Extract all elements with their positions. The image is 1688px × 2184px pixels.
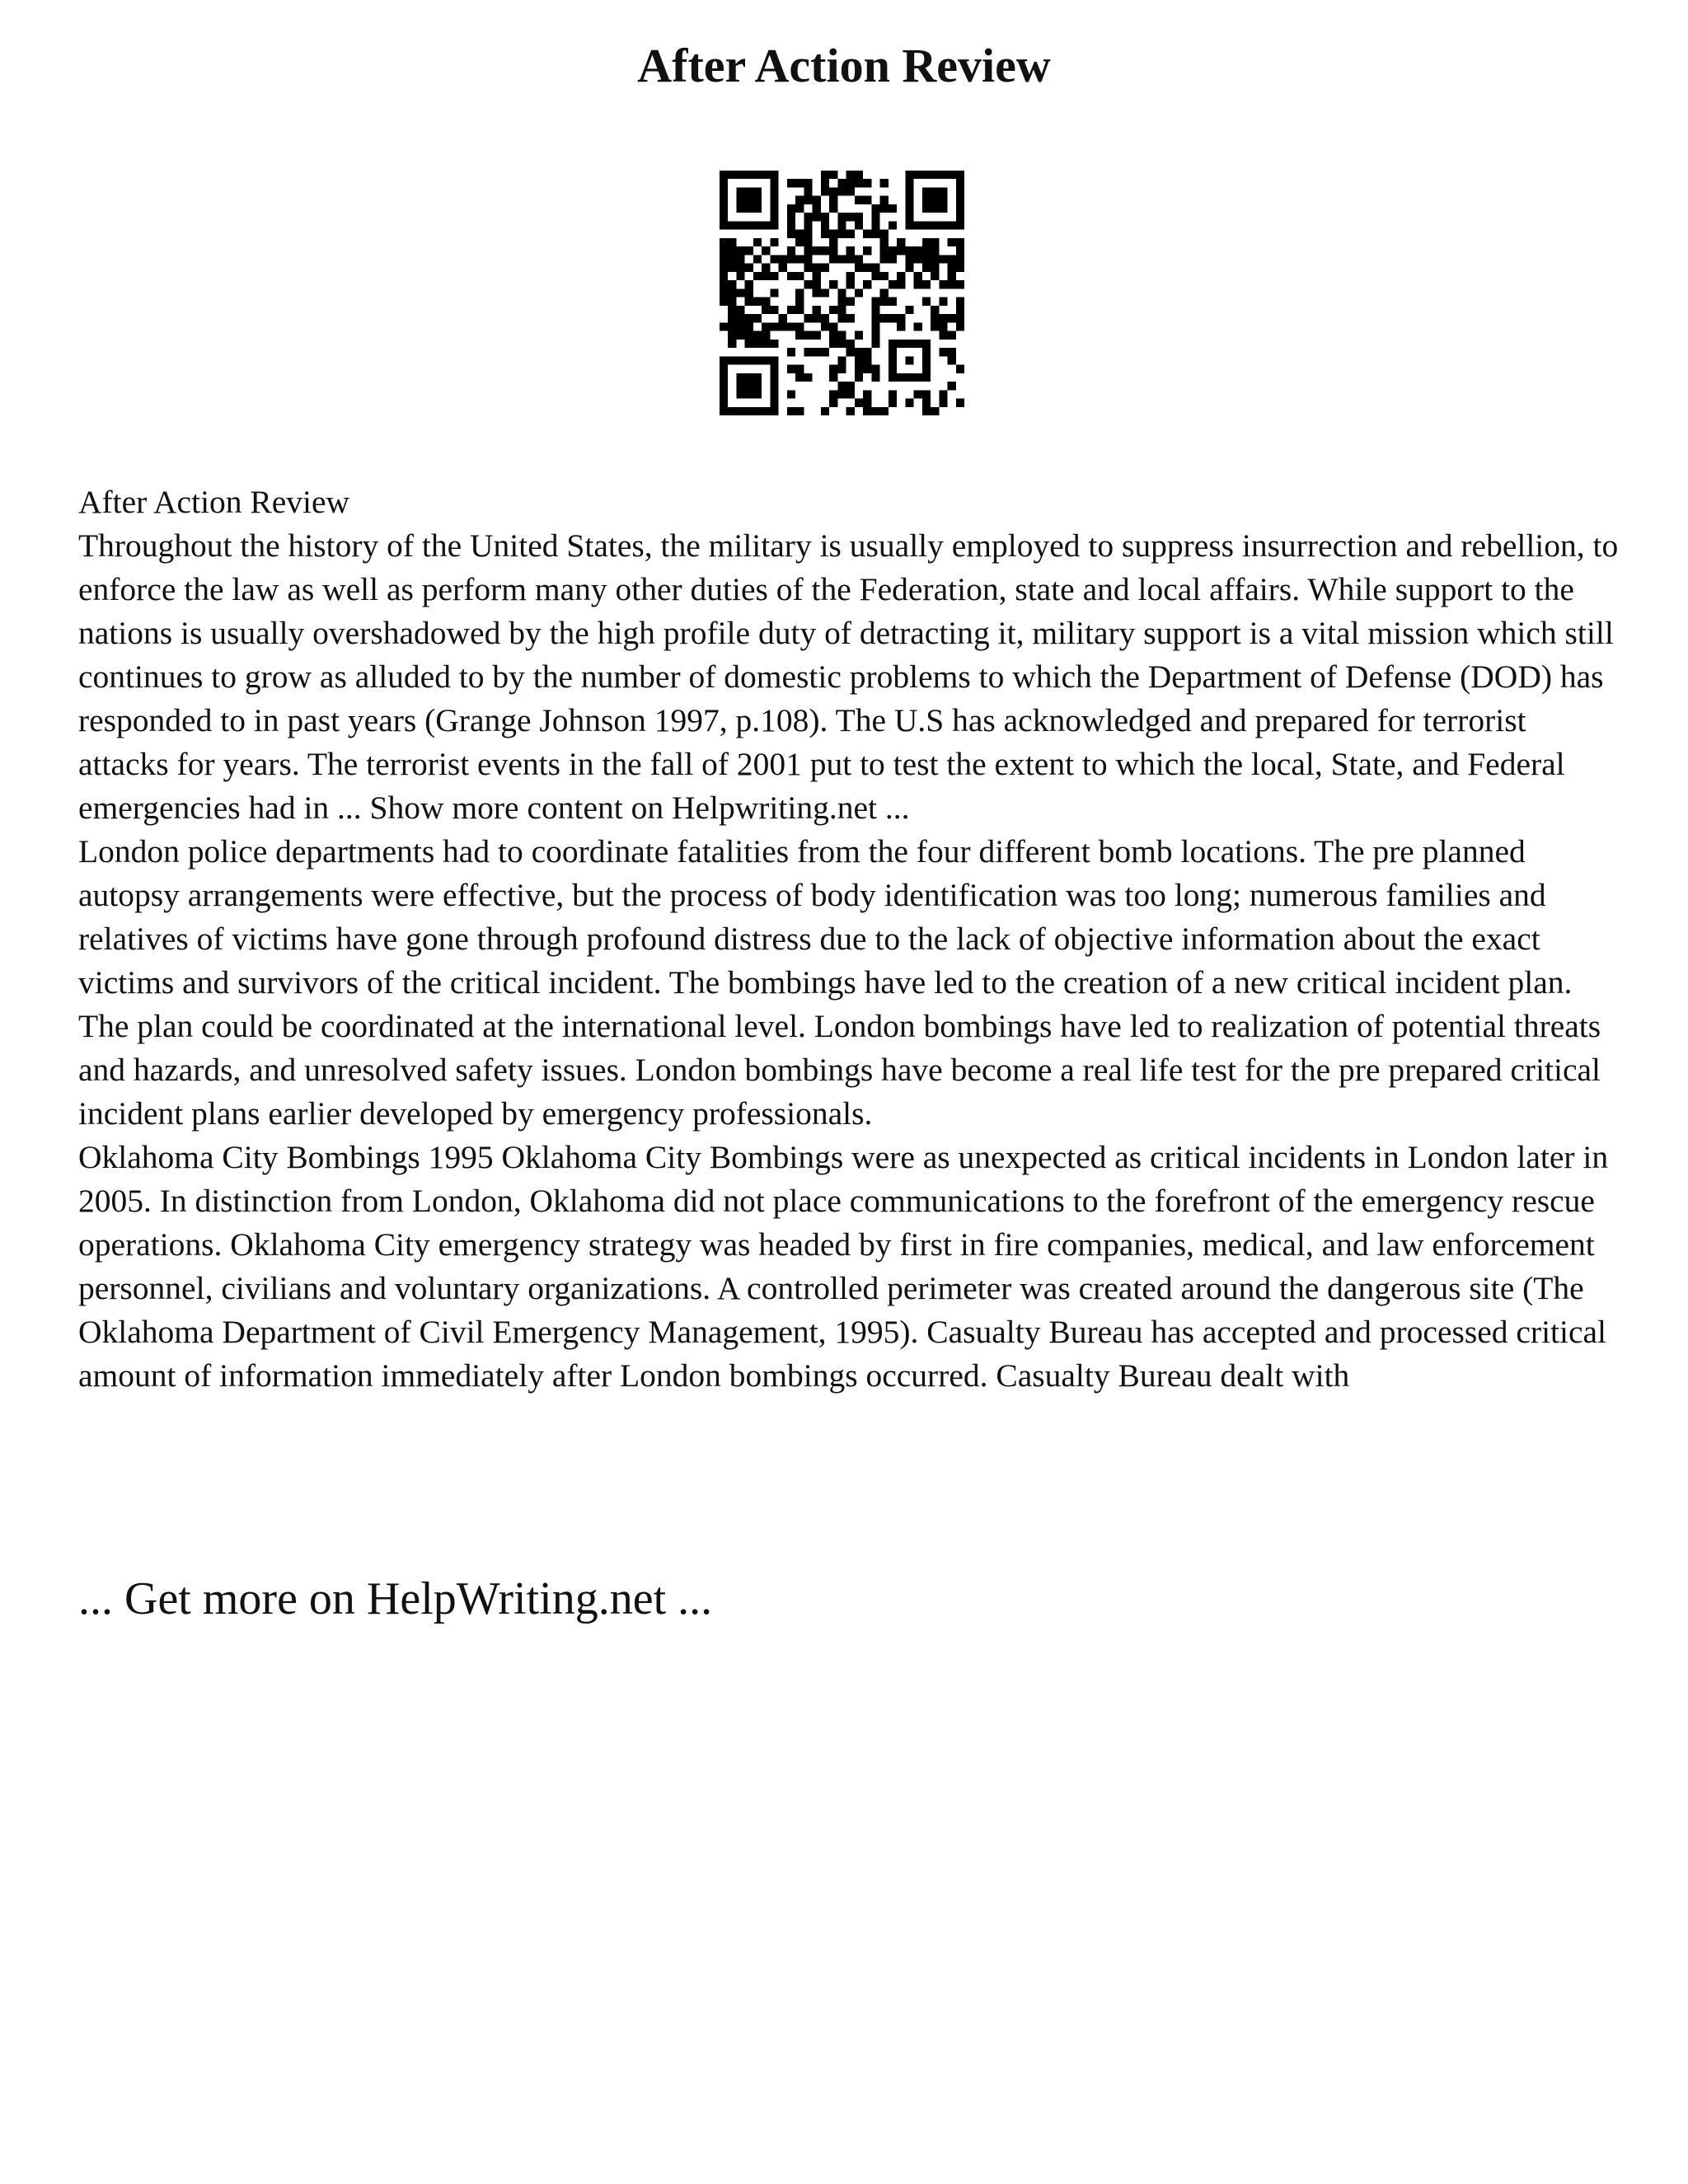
body-subtitle: After Action Review [78,484,350,520]
get-more-link[interactable]: ... Get more on HelpWriting.net ... [78,1573,713,1624]
qr-code-icon [720,171,964,415]
body-paragraph-1: Throughout the history of the United States, the military is usually employed to suppress insurrection and rebellion, to enforce the law as well as perform many other duties of the Federation, state and local affairs. While support to the nations is usually overshadowed by the high profile duty of detracting it, military support is a vital mission which still continues to grow as alluded to by the number of domestic problems to which the Department of Defense (DOD) has responded to in past years (Grange Johnson 1997, p.108). The U.S has acknowledged and prepared for terrorist attacks for years. The terrorist events in the fall of 2001 put to test the extent to which the local, State, and Federal emergencies had in ... Show more content on Helpwriting.net ... [78,527,1619,826]
document-body [78,480,1620,1398]
document-title: After Action Review [637,39,1051,92]
body-paragraph-2: London police departments had to coordinate fatalities from the four different bomb locations. The pre planned autopsy arrangements were effective, but the process of body identification was too long; numerous families and relatives of victims have gone through profound distress due to the lack of objective information about the exact victims and survivors of the critical incident. The bombings have led to the creation of a new critical incident plan. The plan could be coordinated at the international level. London bombings have led to realization of potential threats and hazards, and unresolved safety issues. London bombings have become a real life test for the pre prepared critical incident plans earlier developed by emergency professionals. [78,833,1601,1132]
body-paragraph-3: Oklahoma City Bombings 1995 Oklahoma City Bombings were as unexpected as critical incidents in London later in 2005. In distinction from London, Oklahoma did not place communications to the forefront of the emergency rescue operations. Oklahoma City emergency strategy was headed by first in fire companies, medical, and law enforcement personnel, civilians and voluntary organizations. A controlled perimeter was created around the dangerous site (The Oklahoma Department of Civil Emergency Management, 1995). Casualty Bureau has accepted and processed critical amount of information immediately after London bombings occurred. Casualty Bureau dealt with [78,1139,1609,1394]
